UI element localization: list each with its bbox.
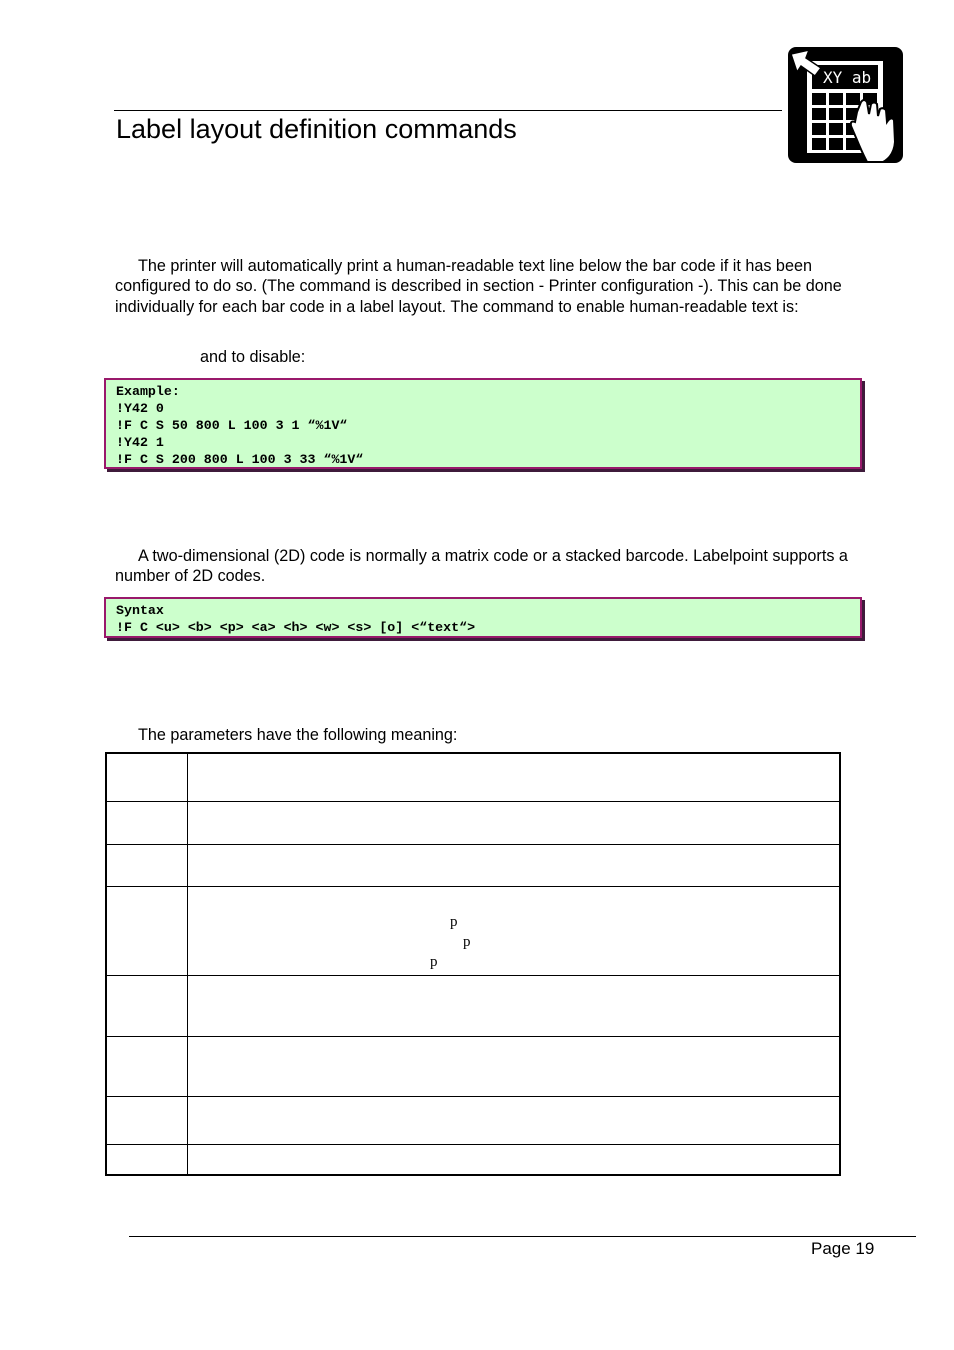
parameters-intro-text: The parameters have the following meaning: [138,726,458,744]
code-line: Example: [116,384,180,399]
code-line: !Y42 0 [116,401,164,416]
table-row [106,975,840,1036]
icon-text: XY ab [823,68,872,87]
parameter-table [105,752,841,1176]
table-row [106,753,840,801]
table-row [106,1036,840,1096]
table-mark: p [463,934,471,950]
human-readable-paragraph [115,256,860,317]
table-mark: p [430,954,438,970]
table-row [106,1096,840,1144]
page-title: Label layout definition commands [116,114,517,144]
footer-rule [129,1236,916,1237]
code-line: !F C <u> <b> <p> <a> <h> <w> <s> [o] <“text“> [116,620,476,635]
example-code-box [104,378,862,469]
code-line: !Y42 1 [116,435,164,450]
label-layout-icon [787,46,904,164]
code-line: !F C S 200 800 L 100 3 33 “%1V“ [116,452,364,467]
two-d-code-paragraph [115,546,860,587]
two-d-code-paragraph-text: A two-dimensional (2D) code is normally a matrix code or a stacked barcode. Labelpoint supports a number of 2D codes. [115,547,848,586]
table-row [106,886,840,975]
syntax-code-box [104,597,862,638]
table-mark: p [450,914,458,930]
code-line: Syntax [116,603,164,618]
code-line: !F C S 50 800 L 100 3 1 “%1V“ [116,418,348,433]
disable-text: and to disable: [200,348,306,366]
parameters-intro [115,725,860,745]
table-row [106,801,840,844]
table-row [106,844,840,886]
table-row [106,1144,840,1175]
page-number: Page 19 [811,1239,875,1258]
human-readable-paragraph-text: The printer will automatically print a human-readable text line below the bar code if it has been configured to do so. (The command is described in section - Printer configuration -). This can be done individually for each bar code in a label layout. The command to enable human-readable text is: [115,257,842,316]
